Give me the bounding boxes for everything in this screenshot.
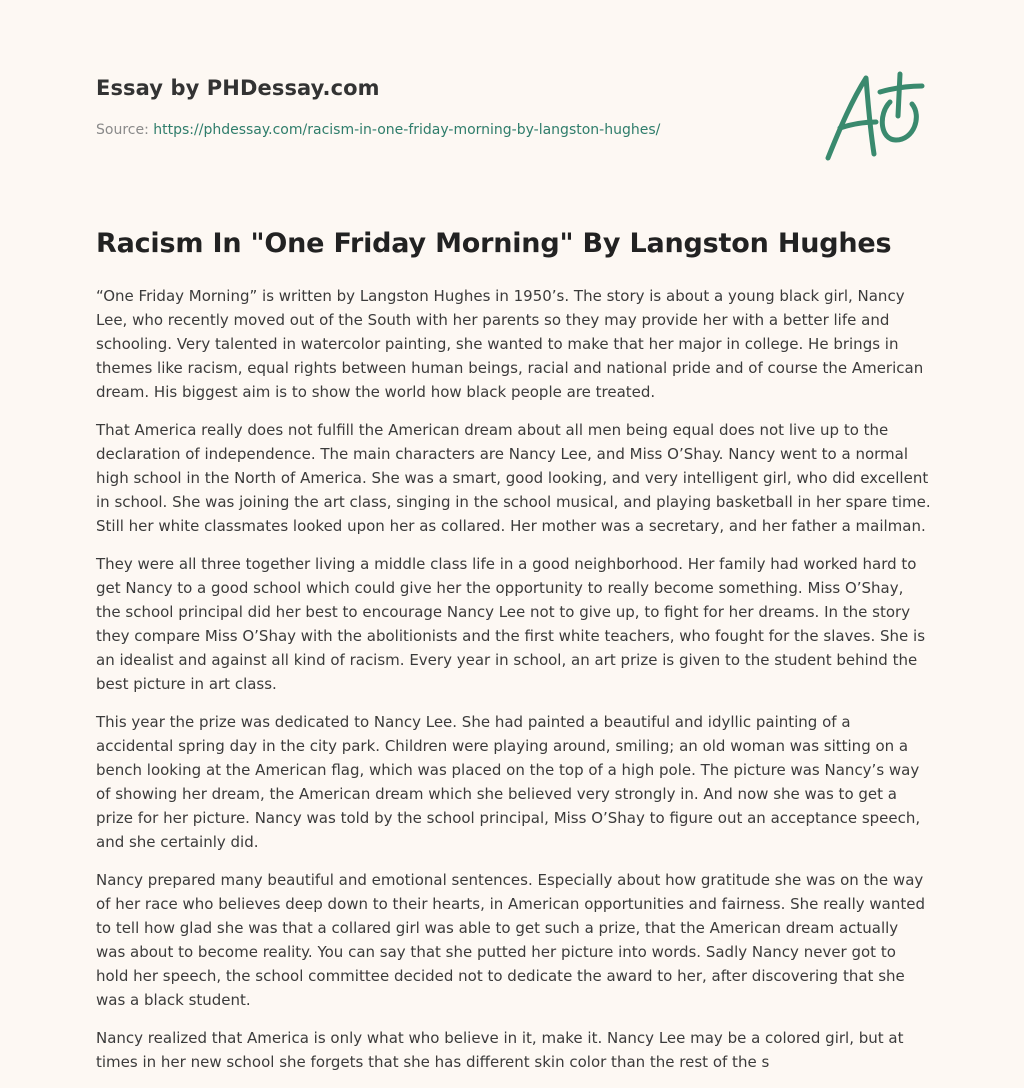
- paragraph: They were all three together living a middle class life in a good neighborhood. Her family had worked hard to get Nancy to a good school which could give her the opportunity to really become something. Miss O’Shay, the school principal did her best to encourage Nancy Lee not to give up, to fight for her dreams. In the story they compare Miss O’Shay with the abolitionists and the first white teachers, who fought for the slaves. She is an idealist and against all kind of racism. Every year in school, an art prize is given to the student behind the best picture in art class.: [96, 555, 926, 693]
- source-link[interactable]: https://phdessay.com/racism-in-one-friday-morning-by-langston-hughes/: [153, 122, 661, 138]
- a-plus-logo-icon: [818, 64, 930, 164]
- article-body: [96, 284, 932, 1088]
- article-title: Racism In "One Friday Morning" By Langston Hughes: [96, 228, 892, 259]
- site-header: [96, 76, 796, 138]
- paragraph: That America really does not fulfill the American dream about all men being equal does not live up to the declaration of independence. The main characters are Nancy Lee, and Miss O’Shay. Nancy went to a normal high school in the North of America. She was a smart, good looking, and very intelligent girl, who did excellent in school. She was joining the art class, singing in the school musical, and playing basketball in her spare time. Still her white classmates looked upon her as collared. Her mother was a secretary, and her father a mailman.: [96, 421, 931, 535]
- source-label: Source:: [96, 122, 154, 138]
- paragraph: Nancy realized that America is only what who believe in it, make it. Nancy Lee may be a colored girl, but at times in her new school she forgets that she has different skin color than the rest of the s: [96, 1029, 904, 1071]
- brand-name: Essay by PHDessay.com: [96, 76, 380, 100]
- paragraph: This year the prize was dedicated to Nancy Lee. She had painted a beautiful and idyllic painting of a accidental spring day in the city park. Children were playing around, smiling; an old woman was sitting on a bench looking at the American flag, which was placed on the top of a high pole. The picture was Nancy’s way of showing her dream, the American dream which she believed very strongly in. And now she was to get a prize for her picture. Nancy was told by the school principal, Miss O’Shay to figure out an acceptance speech, and she certainly did.: [96, 713, 921, 851]
- paragraph: “One Friday Morning” is written by Langston Hughes in 1950’s. The story is about a young black girl, Nancy Lee, who recently moved out of the South with her parents so they may provide her with a better life and schooling. Very talented in watercolor painting, she wanted to make that her major in college. He brings in themes like racism, equal rights between human beings, racial and national pride and of course the American dream. His biggest aim is to show the world how black people are treated.: [96, 287, 924, 401]
- paragraph: Nancy prepared many beautiful and emotional sentences. Especially about how gratitude she was on the way of her race who believes deep down to their hearts, in American opportunities and fairness. She really wanted to tell how glad she was that a collared girl was able to get such a prize, that the American dream actually was about to become reality. You can say that she putted her picture into words. Sadly Nancy never got to hold her speech, the school committee decided not to dedicate the award to her, after discovering that she was a black student.: [96, 871, 925, 1009]
- source-line: [96, 122, 796, 138]
